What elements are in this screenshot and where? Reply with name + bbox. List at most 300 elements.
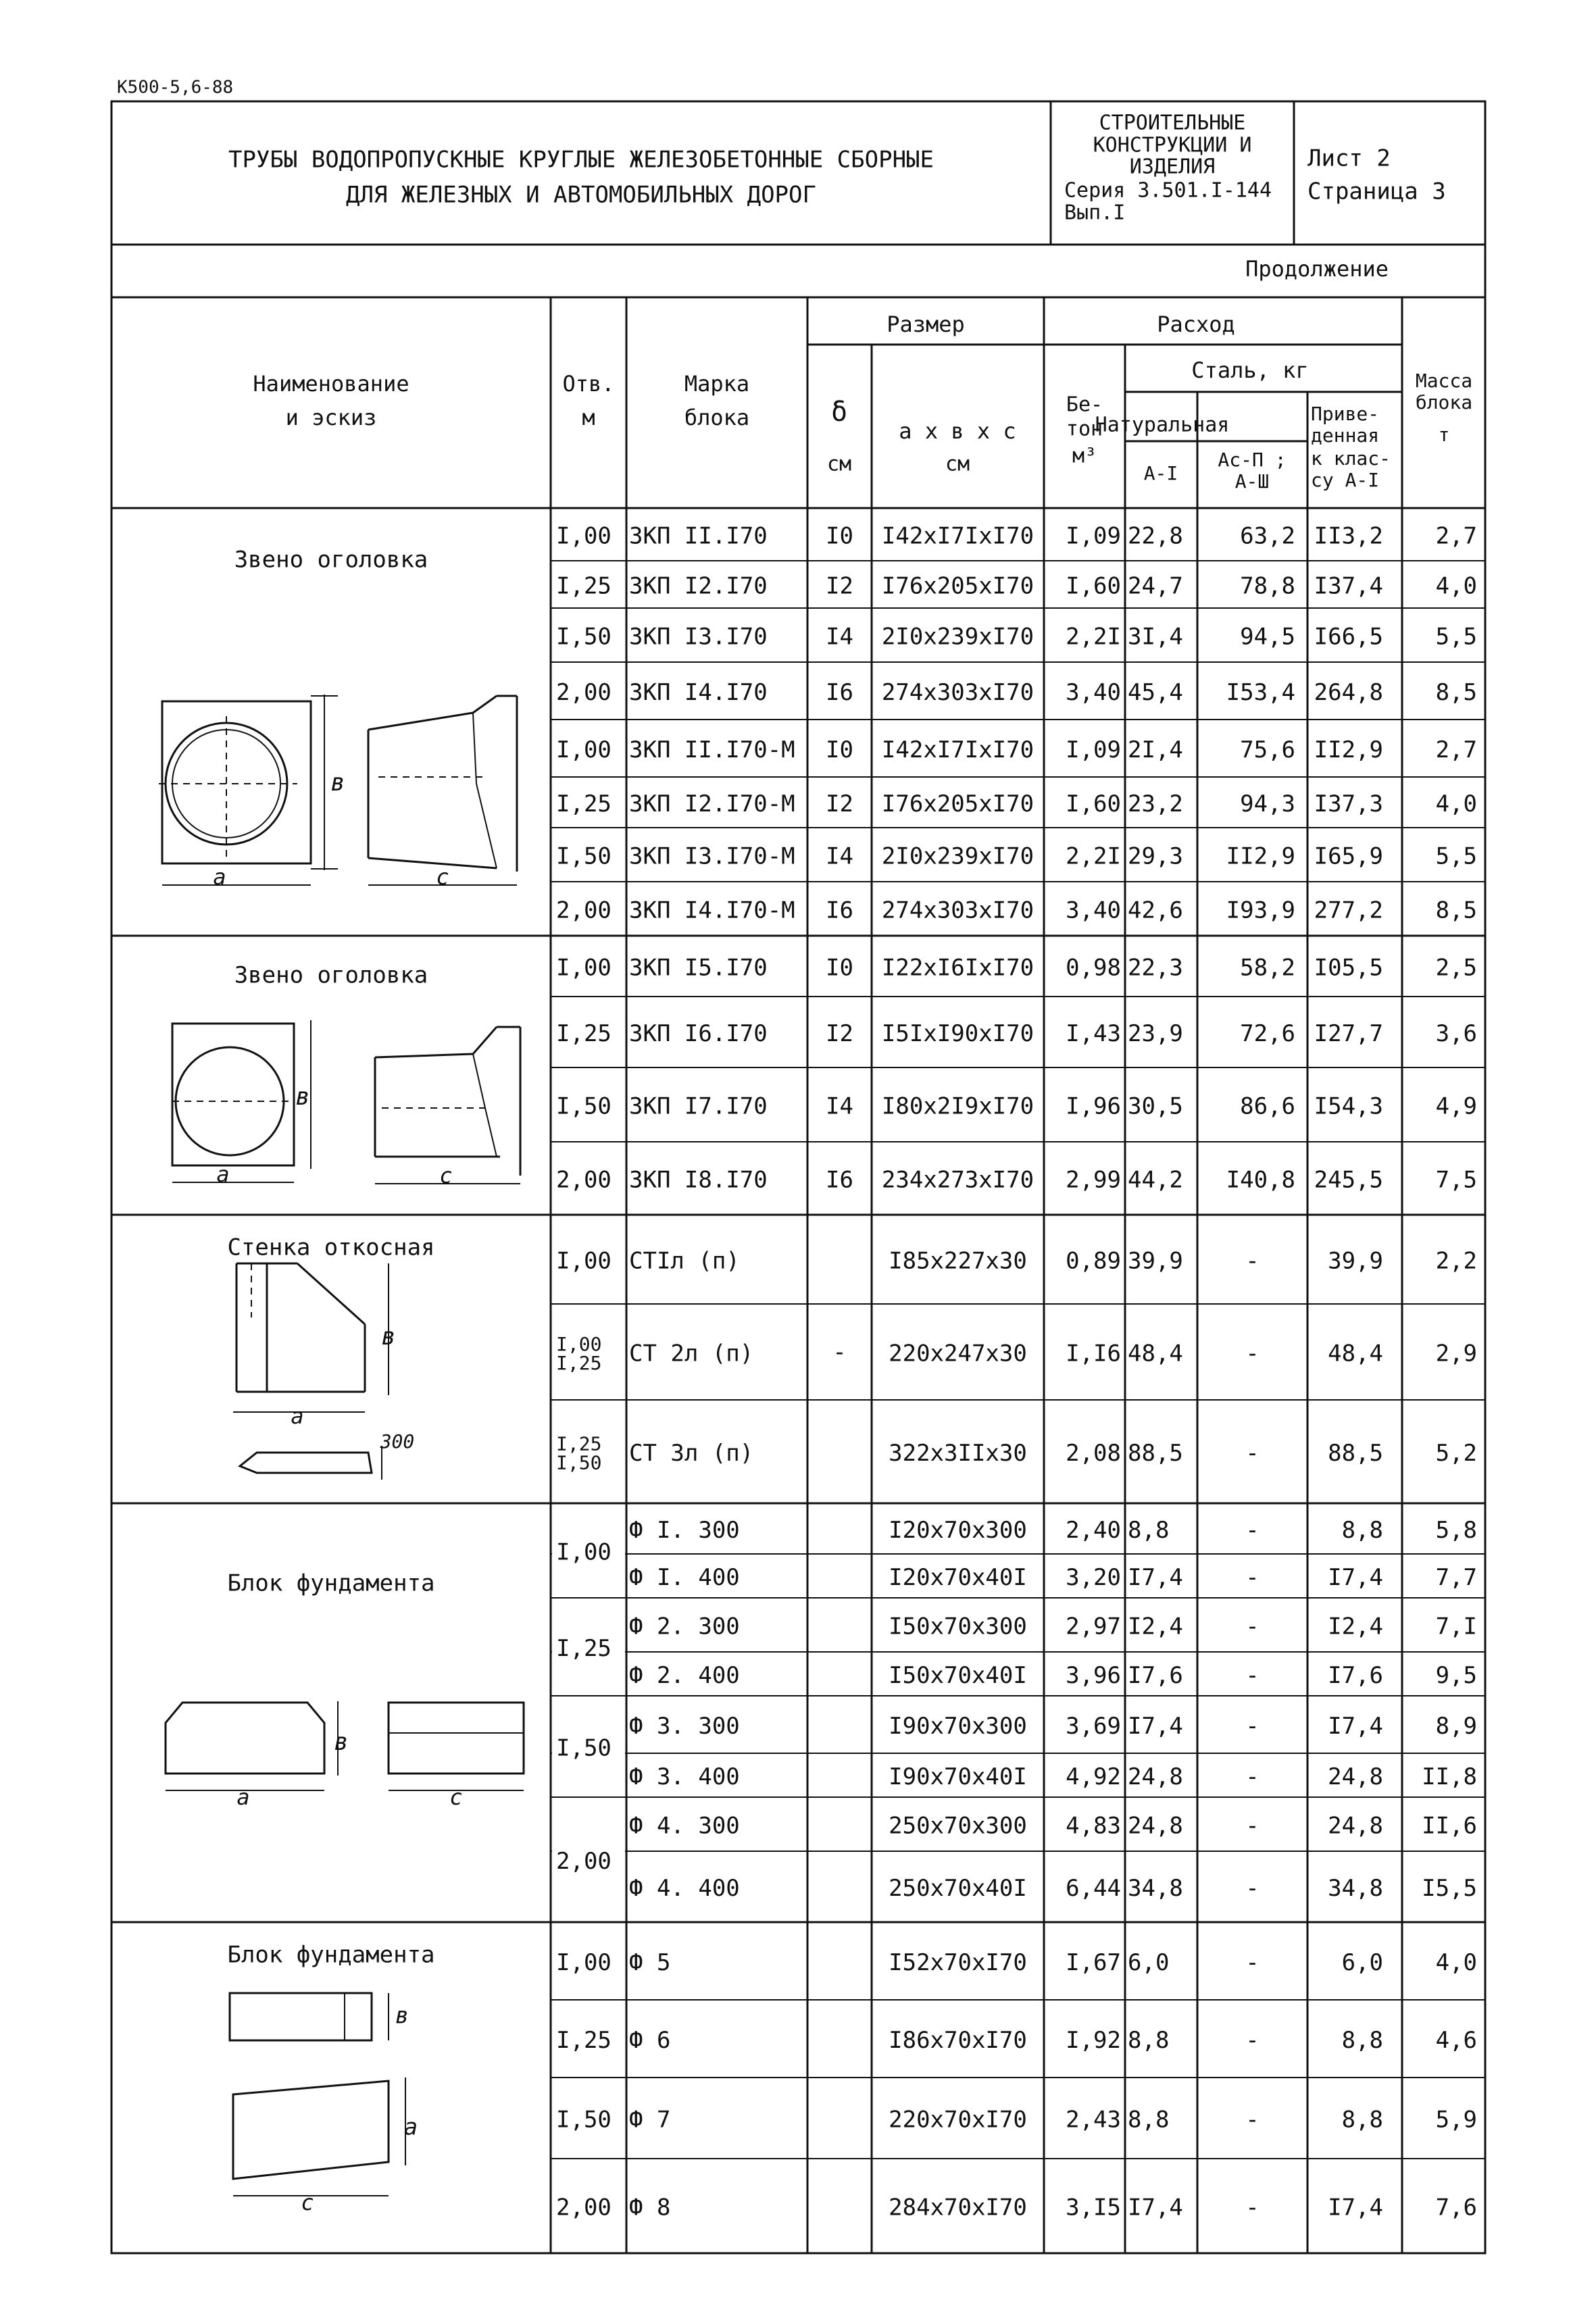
otv-cell: I,50 xyxy=(556,1092,612,1120)
steel-acp-cell: 75,6 xyxy=(1240,736,1295,763)
concrete-cell: I,67 xyxy=(1066,1949,1121,1976)
dimension-label: с xyxy=(436,864,449,890)
table-row xyxy=(556,1713,1477,1762)
delta-cell: I4 xyxy=(826,1092,853,1120)
otv-cell: I,00 xyxy=(556,522,612,550)
mark-cell: Ф 8 xyxy=(629,2194,671,2221)
otv-cell: I,50 xyxy=(556,1734,612,1762)
delta-cell: I2 xyxy=(826,1020,853,1047)
mass-cell: 7,I xyxy=(1435,1613,1477,1640)
dimension-label: в xyxy=(330,769,345,797)
steel-acp-cell: 78,8 xyxy=(1240,572,1295,600)
header-abc: а х в х с xyxy=(899,418,1016,444)
table-row xyxy=(629,1763,1477,1790)
steel-acp-cell: 72,6 xyxy=(1240,1020,1295,1047)
abc-cell: 322х3IIх30 xyxy=(889,1440,1027,1467)
header-delta-unit: см xyxy=(826,452,852,476)
header-mass: Масса xyxy=(1415,370,1473,392)
table-row xyxy=(556,523,1477,550)
mark-cell: Ф I. 400 xyxy=(629,1564,740,1591)
concrete-cell: 3,20 xyxy=(1066,1564,1121,1591)
mark-cell: ЗКП I6.I70 xyxy=(629,1020,768,1047)
header-concrete: Бе- xyxy=(1066,393,1103,417)
mark-cell: Ф 3. 300 xyxy=(629,1713,740,1740)
dimension-label: 300 xyxy=(380,1430,415,1453)
otv-cell: I,00 xyxy=(556,1333,602,1355)
otv-cell: I,00 xyxy=(556,1949,612,1976)
steel-acp-cell: 58,2 xyxy=(1240,954,1295,982)
dimension-label: в xyxy=(334,1728,349,1756)
mass-cell: 4,0 xyxy=(1435,1949,1477,1976)
pipe-head-sketch-2 xyxy=(172,1020,520,1184)
reduced-cell: 245,5 xyxy=(1314,1166,1383,1194)
header-reduced-2: денная xyxy=(1311,424,1380,447)
otv-cell: I,00 xyxy=(556,1247,612,1275)
mass-cell: 7,5 xyxy=(1435,1166,1477,1194)
concrete-cell: 2,2I xyxy=(1066,842,1121,870)
otv-cell: I,00 xyxy=(556,736,612,763)
reduced-cell: I05,5 xyxy=(1314,954,1383,982)
steel-a1-cell: 8,8 xyxy=(1128,2027,1170,2054)
steel-a1-cell: 22,8 xyxy=(1128,522,1183,550)
sketches xyxy=(159,695,524,2215)
abc-cell: 220х247х30 xyxy=(889,1340,1027,1367)
table-row xyxy=(556,573,1477,600)
mass-cell: 4,9 xyxy=(1435,1092,1477,1120)
concrete-cell: 2,08 xyxy=(1066,1440,1121,1467)
steel-acp-cell: 63,2 xyxy=(1240,522,1295,550)
mark-cell: СТ 3л (п) xyxy=(629,1440,754,1467)
mark-cell: Ф I. 300 xyxy=(629,1517,740,1544)
otv-cell: I,25 xyxy=(556,1352,602,1374)
otv-cell: I,50 xyxy=(556,842,612,870)
abc-cell: I86х70хI70 xyxy=(889,2027,1027,2054)
dimension-label: а xyxy=(403,2113,418,2141)
delta-cell: I0 xyxy=(826,522,853,550)
dimension-label: с xyxy=(449,1784,463,1810)
reduced-cell: 264,8 xyxy=(1314,679,1383,706)
abc-cell: I90х70х40I xyxy=(889,1763,1027,1790)
steel-acp-cell: 94,5 xyxy=(1240,623,1295,651)
delta-cell: I0 xyxy=(826,954,853,982)
otv-cell: 2,00 xyxy=(556,2194,612,2221)
otv-cell: I,25 xyxy=(556,2027,612,2054)
table-row xyxy=(556,2027,1477,2054)
continuation-label: Продолжение xyxy=(1245,256,1389,282)
reduced-cell: 24,8 xyxy=(1328,1812,1383,1840)
mark-cell: Ф 4. 300 xyxy=(629,1812,740,1840)
header-delta: δ xyxy=(830,397,848,428)
concrete-cell: 0,98 xyxy=(1066,954,1121,982)
delta-cell: I6 xyxy=(826,679,853,706)
concrete-cell: I,60 xyxy=(1066,572,1121,600)
concrete-cell: I,96 xyxy=(1066,1092,1121,1120)
table-row xyxy=(556,790,1477,818)
steel-acp-cell: - xyxy=(1245,1763,1260,1790)
reduced-cell: 48,4 xyxy=(1328,1340,1383,1367)
header-a1: А-I xyxy=(1143,462,1178,484)
delta-cell: I6 xyxy=(826,897,853,924)
delta-cell: I2 xyxy=(826,572,853,600)
steel-a1-cell: 48,4 xyxy=(1128,1340,1183,1367)
concrete-cell: 2,2I xyxy=(1066,623,1121,651)
table-row xyxy=(556,955,1477,982)
page-number: Страница 3 xyxy=(1307,178,1446,205)
mark-cell: Ф 4. 400 xyxy=(629,1875,740,1902)
header-otv: Отв. xyxy=(562,371,615,397)
mark-cell: Ф 6 xyxy=(629,2027,671,2054)
steel-acp-cell: I40,8 xyxy=(1226,1166,1295,1194)
steel-a1-cell: 8,8 xyxy=(1128,2106,1170,2134)
concrete-cell: 2,97 xyxy=(1066,1613,1121,1640)
concrete-cell: 3,40 xyxy=(1066,679,1121,706)
group-name: Звено оголовка xyxy=(234,961,428,989)
concrete-cell: I,92 xyxy=(1066,2027,1121,2054)
reduced-cell: 39,9 xyxy=(1328,1247,1383,1275)
steel-acp-cell: - xyxy=(1245,1812,1260,1840)
table-row xyxy=(556,1167,1477,1194)
dimension-label: с xyxy=(439,1163,453,1188)
mass-cell: 5,9 xyxy=(1435,2106,1477,2134)
table-row xyxy=(556,1949,1477,1976)
steel-acp-cell: - xyxy=(1245,1949,1260,1976)
header-size: Размер xyxy=(887,311,965,337)
concrete-cell: I,09 xyxy=(1066,522,1121,550)
header-concrete-2: тон xyxy=(1066,417,1103,441)
table-row xyxy=(556,1093,1477,1120)
concrete-cell: 3,I5 xyxy=(1066,2194,1121,2221)
table-row xyxy=(556,1517,1477,1566)
mark-cell: ЗКП I5.I70 xyxy=(629,954,768,982)
steel-a1-cell: 30,5 xyxy=(1128,1092,1183,1120)
otv-cell: 2,00 xyxy=(556,1848,612,1875)
table-row xyxy=(556,2107,1477,2134)
concrete-cell: I,09 xyxy=(1066,736,1121,763)
steel-a1-cell: 22,3 xyxy=(1128,954,1183,982)
header-otv-unit: м xyxy=(582,405,595,430)
otv-cell: I,25 xyxy=(556,1432,602,1455)
concrete-cell: 6,44 xyxy=(1066,1875,1121,1902)
group-name: Стенка откосная xyxy=(227,1234,435,1261)
mark-cell: ЗКП I3.I70-М xyxy=(629,842,795,870)
steel-acp-cell: 94,3 xyxy=(1240,790,1295,818)
mark-cell: Ф 2. 300 xyxy=(629,1613,740,1640)
steel-a1-cell: I7,6 xyxy=(1128,1662,1183,1689)
series-line-4: Серия 3.501.I-144 xyxy=(1064,178,1272,203)
abc-cell: 250х70х300 xyxy=(889,1812,1027,1840)
mass-cell: I5,5 xyxy=(1422,1875,1477,1902)
delta-cell: I6 xyxy=(826,1166,853,1194)
header-acp: Ас-П ; xyxy=(1218,449,1287,471)
group-name: Блок фундамента xyxy=(227,1569,435,1597)
mass-cell: 8,9 xyxy=(1435,1713,1477,1740)
mass-cell: 4,6 xyxy=(1435,2027,1477,2054)
header-mass-2: блока xyxy=(1415,391,1473,413)
reduced-cell: 8,8 xyxy=(1341,1517,1383,1544)
steel-a1-cell: 24,8 xyxy=(1128,1812,1183,1840)
table-row xyxy=(556,1433,1477,1474)
delta-cell: I4 xyxy=(826,842,853,870)
header-mark: Марка xyxy=(684,371,750,397)
steel-a1-cell: I7,4 xyxy=(1128,1713,1183,1740)
steel-a1-cell: 3I,4 xyxy=(1128,623,1183,651)
dimension-label: а xyxy=(236,1784,250,1810)
reduced-cell: 34,8 xyxy=(1328,1875,1383,1902)
mass-cell: 8,5 xyxy=(1435,679,1477,706)
otv-cell: I,00 xyxy=(556,1538,612,1566)
abc-cell: I90х70х300 xyxy=(889,1713,1027,1740)
series-line-1: СТРОИТЕЛЬНЫЕ xyxy=(1099,111,1246,135)
mass-cell: 5,8 xyxy=(1435,1517,1477,1544)
steel-a1-cell: I7,4 xyxy=(1128,1564,1183,1591)
delta-cell: I0 xyxy=(826,736,853,763)
mark-cell: ЗКП I4.I70 xyxy=(629,679,768,706)
concrete-cell: 3,96 xyxy=(1066,1662,1121,1689)
dimension-label: с xyxy=(301,2190,314,2215)
otv-cell: I,50 xyxy=(556,1451,602,1474)
table-row xyxy=(629,1662,1477,1689)
mass-cell: 2,5 xyxy=(1435,954,1477,982)
abc-cell: 234х273хI70 xyxy=(881,1166,1034,1194)
reduced-cell: I37,3 xyxy=(1314,790,1383,818)
header-acp-2: А-Ш xyxy=(1235,470,1270,493)
concrete-cell: 0,89 xyxy=(1066,1247,1121,1275)
steel-acp-cell: I93,9 xyxy=(1226,897,1295,924)
table-row xyxy=(556,1333,1477,1374)
mark-cell: Ф 2. 400 xyxy=(629,1662,740,1689)
steel-acp-cell: - xyxy=(1245,1713,1260,1740)
steel-acp-cell: - xyxy=(1245,1517,1260,1544)
mass-cell: 2,7 xyxy=(1435,522,1477,550)
table-row xyxy=(556,624,1477,651)
steel-acp-cell: I53,4 xyxy=(1226,679,1295,706)
group-name: Блок фундамента xyxy=(227,1941,435,1969)
steel-acp-cell: - xyxy=(1245,2027,1260,2054)
reduced-cell: 277,2 xyxy=(1314,897,1383,924)
reduced-cell: I2,4 xyxy=(1328,1613,1383,1640)
steel-a1-cell: 24,8 xyxy=(1128,1763,1183,1790)
abc-cell: I42хI7IхI70 xyxy=(881,522,1034,550)
table-row xyxy=(556,2194,1477,2221)
table-row xyxy=(556,843,1477,870)
header-reduced: Приве- xyxy=(1311,403,1380,425)
reduced-cell: 6,0 xyxy=(1341,1949,1383,1976)
steel-acp-cell: - xyxy=(1245,2106,1260,2134)
abc-cell: I50х70х40I xyxy=(889,1662,1027,1689)
steel-a1-cell: 45,4 xyxy=(1128,679,1183,706)
otv-cell: I,50 xyxy=(556,623,612,651)
mass-cell: 7,6 xyxy=(1435,2194,1477,2221)
reduced-cell: 8,8 xyxy=(1341,2106,1383,2134)
mass-cell: 3,6 xyxy=(1435,1020,1477,1047)
abc-cell: I42хI7IхI70 xyxy=(881,736,1034,763)
steel-a1-cell: 24,7 xyxy=(1128,572,1183,600)
steel-acp-cell: - xyxy=(1245,1875,1260,1902)
abc-cell: I80х2I9хI70 xyxy=(881,1092,1034,1120)
header-concrete-unit: м³ xyxy=(1072,444,1097,468)
abc-cell: 2I0х239хI70 xyxy=(881,623,1034,651)
concrete-cell: I,I6 xyxy=(1066,1340,1121,1367)
dimension-label: в xyxy=(395,2002,409,2030)
concrete-cell: I,60 xyxy=(1066,790,1121,818)
table-row xyxy=(556,679,1477,706)
mark-cell: ЗКП I2.I70 xyxy=(629,572,768,600)
dimension-label: а xyxy=(216,1161,230,1187)
mark-cell: ЗКП I7.I70 xyxy=(629,1092,768,1120)
mark-cell: СТ 2л (п) xyxy=(629,1340,754,1367)
sheet-number: Лист 2 xyxy=(1307,145,1391,172)
steel-a1-cell: I7,4 xyxy=(1128,2194,1183,2221)
steel-a1-cell: 6,0 xyxy=(1128,1949,1170,1976)
reduced-cell: I27,7 xyxy=(1314,1020,1383,1047)
header-sketch: и эскиз xyxy=(285,405,377,430)
dimension-label: в xyxy=(381,1323,396,1351)
abc-cell: I50х70х300 xyxy=(889,1613,1027,1640)
header-reduced-4: су А-I xyxy=(1311,469,1380,491)
table-row xyxy=(556,736,1477,763)
reduced-cell: I7,4 xyxy=(1328,1713,1383,1740)
steel-acp-cell: II2,9 xyxy=(1226,842,1295,870)
otv-cell: 2,00 xyxy=(556,897,612,924)
abc-cell: 274х303хI70 xyxy=(881,679,1034,706)
title-line-2: ДЛЯ ЖЕЛЕЗНЫХ И АВТОМОБИЛЬНЫХ ДОРОГ xyxy=(346,181,816,209)
header-reduced-3: к клас- xyxy=(1311,447,1391,470)
header-natural: Натуральная xyxy=(1095,413,1230,437)
mass-cell: 4,0 xyxy=(1435,790,1477,818)
abc-cell: 220х70хI70 xyxy=(889,2106,1027,2134)
reduced-cell: I65,9 xyxy=(1314,842,1383,870)
abc-cell: I85х227х30 xyxy=(889,1247,1027,1275)
abc-cell: I52х70хI70 xyxy=(889,1949,1027,1976)
table-row xyxy=(556,897,1477,924)
mass-cell: 5,5 xyxy=(1435,623,1477,651)
mass-cell: 7,7 xyxy=(1435,1564,1477,1591)
header-name: Наименование xyxy=(253,371,409,397)
otv-cell: I,25 xyxy=(556,790,612,818)
series-line-2: КОНСТРУКЦИИ И xyxy=(1093,133,1252,157)
header-abc-unit: см xyxy=(945,452,970,476)
mark-cell: СТIл (п) xyxy=(629,1247,740,1275)
abc-cell: I22хI6IхI70 xyxy=(881,954,1034,982)
reduced-cell: 24,8 xyxy=(1328,1763,1383,1790)
mark-cell: Ф 7 xyxy=(629,2106,671,2134)
table-row xyxy=(556,1248,1477,1275)
reduced-cell: II2,9 xyxy=(1314,736,1383,763)
steel-a1-cell: 2I,4 xyxy=(1128,736,1183,763)
steel-a1-cell: 34,8 xyxy=(1128,1875,1183,1902)
mass-cell: II,6 xyxy=(1422,1812,1477,1840)
steel-a1-cell: 42,6 xyxy=(1128,897,1183,924)
dimension-label: в xyxy=(295,1083,310,1111)
steel-a1-cell: I2,4 xyxy=(1128,1613,1183,1640)
header-mass-unit: т xyxy=(1438,424,1450,446)
abc-cell: 274х303хI70 xyxy=(881,897,1034,924)
dimension-label: а xyxy=(291,1403,304,1429)
steel-acp-cell: - xyxy=(1245,1662,1260,1689)
mark-cell: ЗКП I8.I70 xyxy=(629,1166,768,1194)
mass-cell: 2,2 xyxy=(1435,1247,1477,1275)
abc-cell: 250х70х40I xyxy=(889,1875,1027,1902)
abc-cell: I20х70х300 xyxy=(889,1517,1027,1544)
otv-cell: I,50 xyxy=(556,2106,612,2134)
mark-cell: Ф 5 xyxy=(629,1949,671,1976)
reduced-cell: I54,3 xyxy=(1314,1092,1383,1120)
concrete-cell: 4,92 xyxy=(1066,1763,1121,1790)
mass-cell: 4,0 xyxy=(1435,572,1477,600)
dimension-label: а xyxy=(213,864,226,890)
reduced-cell: I7,4 xyxy=(1328,2194,1383,2221)
concrete-cell: 3,40 xyxy=(1066,897,1121,924)
reduced-cell: I37,4 xyxy=(1314,572,1383,600)
otv-cell: 2,00 xyxy=(556,679,612,706)
reduced-cell: 8,8 xyxy=(1341,2027,1383,2054)
otv-cell: I,25 xyxy=(556,572,612,600)
steel-a1-cell: 44,2 xyxy=(1128,1166,1183,1194)
series-line-5: Вып.I xyxy=(1064,201,1126,225)
abc-cell: I76х205хI70 xyxy=(881,790,1034,818)
mark-cell: Ф 3. 400 xyxy=(629,1763,740,1790)
header-steel: Сталь, кг xyxy=(1191,357,1309,383)
abc-cell: 2I0х239хI70 xyxy=(881,842,1034,870)
header-mark-unit: блока xyxy=(684,405,750,430)
concrete-cell: 2,40 xyxy=(1066,1517,1121,1544)
steel-acp-cell: - xyxy=(1245,1613,1260,1640)
steel-acp-cell: - xyxy=(1245,1564,1260,1591)
mark-cell: ЗКП I3.I70 xyxy=(629,623,768,651)
mark-cell: ЗКП II.I70-М xyxy=(629,736,795,763)
steel-acp-cell: - xyxy=(1245,1340,1260,1367)
otv-cell: I,25 xyxy=(556,1020,612,1047)
table-row xyxy=(556,1613,1477,1663)
reduced-cell: I7,6 xyxy=(1328,1662,1383,1689)
steel-a1-cell: 23,2 xyxy=(1128,790,1183,818)
series-line-3: ИЗДЕЛИЯ xyxy=(1129,155,1216,179)
steel-acp-cell: - xyxy=(1245,1247,1260,1275)
delta-cell: I2 xyxy=(826,790,853,818)
mark-cell: ЗКП II.I70 xyxy=(629,522,768,550)
steel-acp-cell: - xyxy=(1245,1440,1260,1467)
table-row xyxy=(556,1020,1477,1047)
steel-a1-cell: 88,5 xyxy=(1128,1440,1183,1467)
table-row xyxy=(629,1564,1477,1591)
mass-cell: II,8 xyxy=(1422,1763,1477,1790)
foundation-block-sketch-2 xyxy=(230,1993,405,2196)
title-line-1: ТРУБЫ ВОДОПРОПУСКНЫЕ КРУГЛЫЕ ЖЕЛЕЗОБЕТОННЫЕ СБОРНЫЕ xyxy=(228,146,934,174)
abc-cell: I76х205хI70 xyxy=(881,572,1034,600)
reduced-cell: I7,4 xyxy=(1328,1564,1383,1591)
delta-dash: - xyxy=(832,1338,847,1366)
otv-cell: I,25 xyxy=(556,1635,612,1662)
steel-acp-cell: - xyxy=(1245,2194,1260,2221)
doc-code: К500-5,6-88 xyxy=(117,77,234,98)
delta-cell: I4 xyxy=(826,623,853,651)
concrete-cell: 2,43 xyxy=(1066,2106,1121,2134)
mass-cell: 8,5 xyxy=(1435,897,1477,924)
abc-cell: I5IхI90хI70 xyxy=(881,1020,1034,1047)
slope-wall-sketch xyxy=(233,1263,389,1480)
abc-cell: I20х70х40I xyxy=(889,1564,1027,1591)
reduced-cell: I66,5 xyxy=(1314,623,1383,651)
steel-a1-cell: 23,9 xyxy=(1128,1020,1183,1047)
concrete-cell: 4,83 xyxy=(1066,1812,1121,1840)
mass-cell: 5,5 xyxy=(1435,842,1477,870)
group-name: Звено оголовка xyxy=(234,546,428,574)
concrete-cell: 2,99 xyxy=(1066,1166,1121,1194)
otv-cell: I,00 xyxy=(556,954,612,982)
abc-cell: 284х70хI70 xyxy=(889,2194,1027,2221)
steel-a1-cell: 29,3 xyxy=(1128,842,1183,870)
mass-cell: 9,5 xyxy=(1435,1662,1477,1689)
